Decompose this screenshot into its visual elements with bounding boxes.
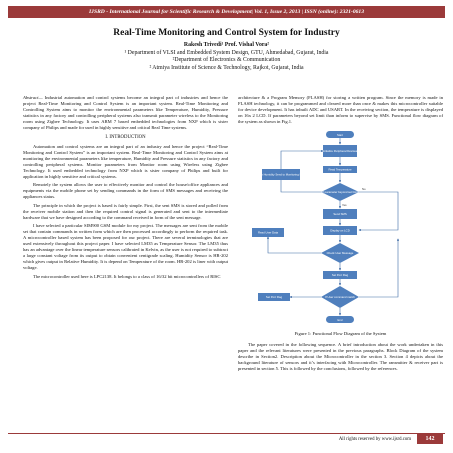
- intro-paragraph-1: Automation and control systems are an integral part of an industry and hence the project “Real-Time Monitoring and Control System” is an important system. Real-Time Monitoring and Control System aims at monitoring the environmental parameters like temperature, Humidity and Pressure statistics in any factory and controlling peripheral systems. Monitor parameters from Monitor room using Wireless using Zigbee Technology. It used embedded technology from NXP which is sister company of Philips and built for application in highly sensitive and critical systems.: [23, 143, 228, 180]
- journal-header: IJSRD - International Journal for Scientific Research & Development| Vol. 1, Issue 2, 2013 | ISSN (online): 2321-0613: [8, 6, 445, 18]
- footer-rule: [8, 433, 445, 434]
- right-column: [238, 95, 443, 374]
- flow-yes-label: Yes: [342, 203, 347, 208]
- author-names: Rakesh Trivedi¹ Prof. Vishal Vora²: [183, 42, 270, 48]
- flow-send-sms-label: Send SMS: [333, 212, 347, 217]
- intro-paragraph-3: The principle in which the project is based is fairly simple. First, the sent SMS is stored and polled from the receiver mobile station and then the required control signal is generated and sent to the intermediate hardware that we have designed according to the command received in form of the sent message.: [23, 202, 228, 220]
- left-column: [23, 95, 228, 282]
- flow-diagram-svg: [238, 129, 443, 329]
- flow-read-temp-label: Read Temperature: [328, 167, 352, 172]
- footer-rights: All rights reserved by www.ijsrd.com: [338, 437, 411, 442]
- intro-paragraph-5: The microcontroller used here is LPC2138. It belongs to a class of 16/32 bit microcontrollers of RISC: [33, 273, 221, 279]
- section-heading-introduction: I. INTRODUCTION: [105, 134, 146, 140]
- affiliation-3: ² Atmiya Institute of Science & Technology, Rajkot, Gujarat, India: [149, 64, 304, 71]
- flow-port-flag-label: Set Port Flag: [265, 295, 283, 300]
- abstract: [23, 95, 228, 132]
- intro-paragraph-4: I have selected a particular SIM900 GSM module for my project. The messages are sent from the mobile set that contain commands in written form which are then processed accordingly to perform the required task. A microcontroller based system has been proposed for our project. There are several terminologies that are used extensively throughout this project paper. I have selected LM35 as Temperature Sensor. The LM35 thus has an advantage over the linear temperature sensors calibrated in Kelvin, as the user is not required to subtract a large constant voltage from its output to obtain convenient centigrade scaling. Humidity Sensor is HR-202 which gives output in Relative Humidity. It is depend on Temperature of the room. HR-202 is liner with output voltage.: [23, 222, 228, 271]
- abstract-label: Abstract—: [23, 95, 43, 100]
- flow-user-message-label: Check User Message: [326, 251, 354, 256]
- figure-caption: Figure 1: Functional Flow Diagram of the System: [294, 331, 387, 337]
- flow-check-humidity-label: Check Humidity Send to Monitoring Room: [254, 172, 308, 177]
- abstract-text: Industrial automation and control systems become an integral part of industries and hence the project Real-Time Monitoring and Control System is an important system. Real-Time Monitoring and Controlling System aims to monitor the environmental parameters like Temperature, Humidity, Pressure statistics in any factory and controlling peripheral systems also transmit parameter wireless to the Monitoring room using Zigbee Technology. It uses ARM 7 based embedded technologies from NXP which is sister company of Philips and made for used in highly sensitive and critical Real Time systems.: [23, 95, 228, 131]
- right-paragraph-2: The paper covered in the following sequence. A brief introduction about the work undertaken in this paper and the relevant literatures were presented in the previous paragraphs. Block Diagram of the system describe in Section2. Description about the Microcontroller in the section 3. Section 4 depicts about the background literature of sensors and it’s interfacing with Microcontroller. The ransmitter & receiver part is presented in section 5. This is followed by the conclusions, followed by the references.: [238, 341, 443, 371]
- flow-end-label: End: [337, 318, 343, 323]
- page-number: 142: [417, 434, 443, 444]
- flow-compare-label: If User command match: [325, 295, 355, 300]
- affiliation-1: ¹ Department of VLSI and Embedded System Design, GTU, Ahmedabad, Gujarat, India: [124, 49, 329, 56]
- flow-init-label: Initialize Peripheral Devices: [322, 149, 358, 154]
- flow-check-limit-label: If parameter beyond set limit: [322, 190, 358, 195]
- flow-diagram: [238, 129, 443, 329]
- affiliation-2: ²Department of Electronics & Communication: [172, 57, 281, 64]
- paper-title: Real-Time Monitoring and Control System for Industry: [113, 28, 340, 38]
- flow-no-label: No: [362, 187, 366, 192]
- intro-paragraph-2: Remotely the system allows the user to effectively monitor and control the house/office appliances and equipments via the mobile phone set by sending commands in the form of SMS messages and receiving the appliances status.: [23, 182, 228, 200]
- right-paragraph-1: architecture & a Program Memory (FLASH) for storing a written program. Since the memory is made in FLASH technology, it can be programmed and cleared more than once & makes this microcontroller suitable for device development. It has inbuilt ADC and USART. In the receiving section, the temperature is displayed on 16x 2 LCD. If parameters beyond set limit than inform to supervise by SMS. Functional flow diagram of the system as shown in Fig.1.: [238, 95, 443, 125]
- flow-set-flag-label: Set Port Flag: [331, 273, 349, 278]
- flow-start-label: Start: [337, 133, 343, 138]
- flow-display-label: Display on LCD: [330, 228, 350, 233]
- author-block: [0, 42, 453, 72]
- flow-read-user-label: Read User Data: [257, 230, 279, 235]
